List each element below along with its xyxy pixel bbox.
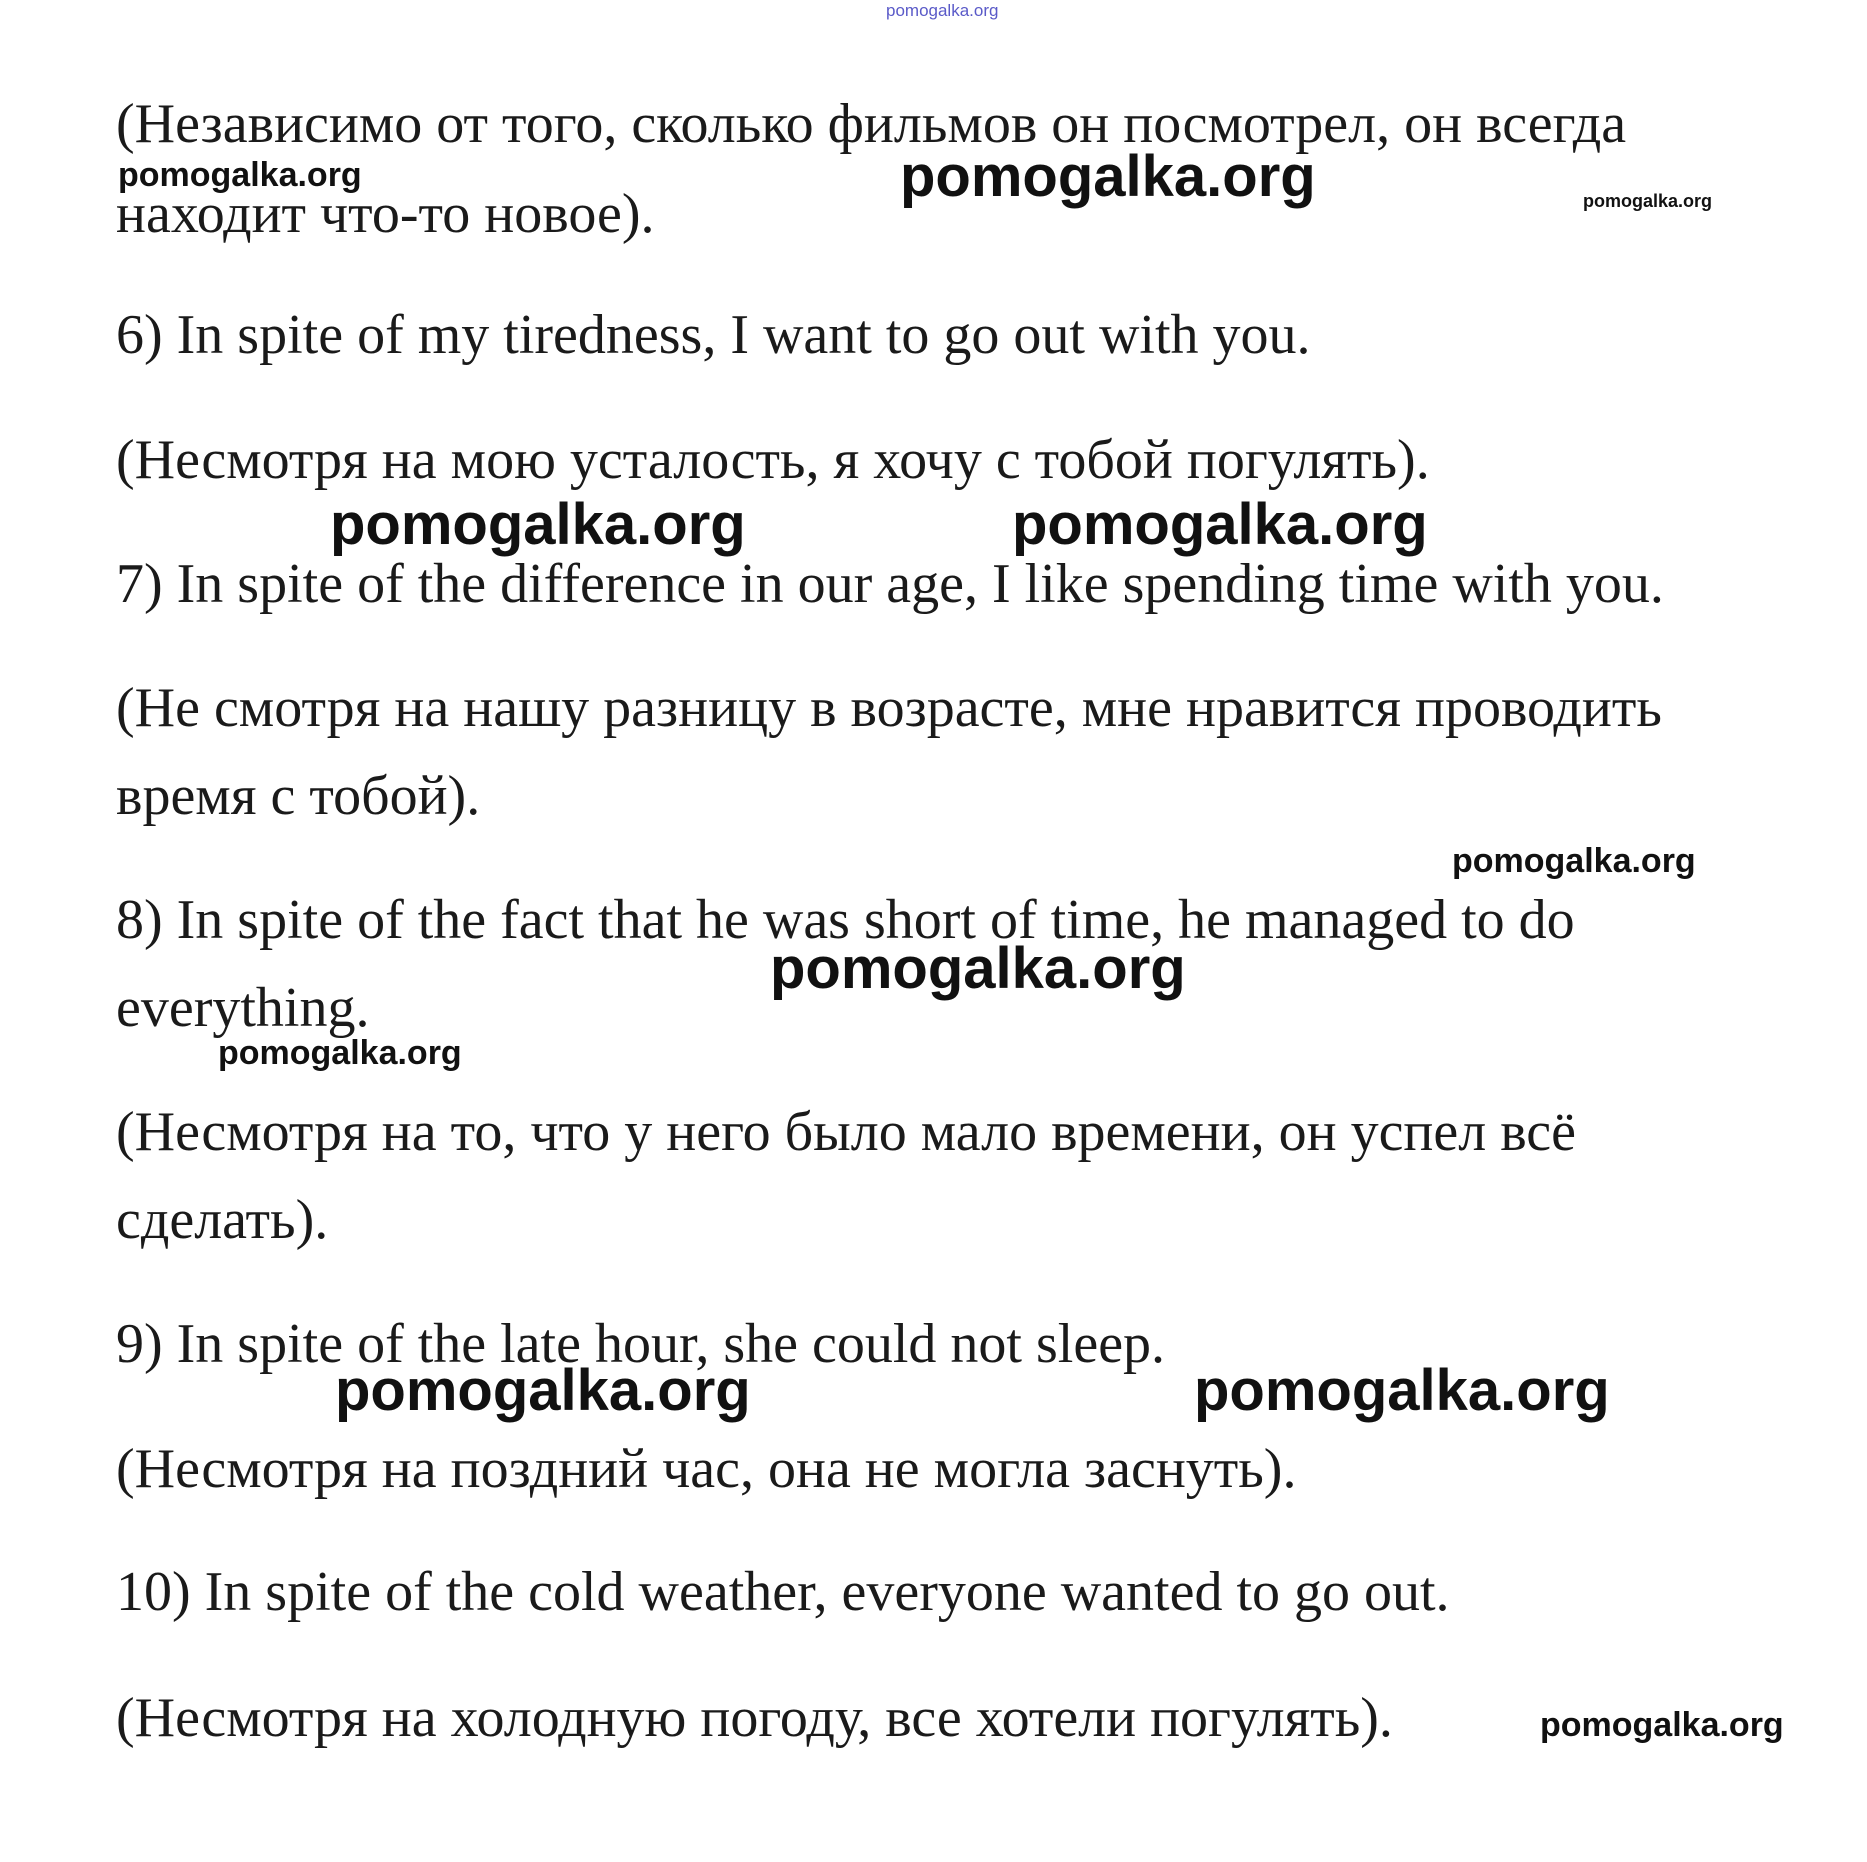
- paragraph-8-ru-line-1: (Несмотря на то, что у него было мало времени, он успел всё: [116, 1101, 1577, 1163]
- paragraph-5-ru-line-1: (Независимо от того, сколько фильмов он посмотрел, он всегда: [116, 93, 1627, 155]
- watermark: pomogalka.org: [118, 156, 362, 194]
- paragraph-10-en: 10) In spite of the cold weather, everyone wanted to go out.: [116, 1561, 1450, 1623]
- watermark-top: pomogalka.org: [886, 1, 999, 20]
- paragraph-6-en: 6) In spite of my tiredness, I want to go out with you.: [116, 304, 1311, 366]
- paragraph-7-ru-line-1: (Не смотря на нашу разницу в возрасте, мне нравится проводить: [116, 677, 1662, 739]
- watermark: pomogalka.org: [1194, 1358, 1610, 1423]
- paragraph-10-ru: (Несмотря на холодную погоду, все хотели погулять).: [116, 1687, 1393, 1749]
- watermark: pomogalka.org: [335, 1358, 751, 1423]
- watermark: pomogalka.org: [1452, 842, 1696, 880]
- watermark: pomogalka.org: [330, 492, 746, 557]
- watermark: pomogalka.org: [1583, 191, 1713, 211]
- watermark: pomogalka.org: [1540, 1706, 1784, 1744]
- paragraph-8-ru-line-2: сделать).: [116, 1189, 329, 1251]
- paragraph-9-ru: (Несмотря на поздний час, она не могла заснуть).: [116, 1438, 1297, 1500]
- paragraph-7-en: 7) In spite of the difference in our age, I like spending time with you.: [116, 553, 1664, 615]
- paragraph-8-en-line-1: 8) In spite of the fact that he was short of time, he managed to do: [116, 889, 1575, 951]
- watermark: pomogalka.org: [218, 1034, 462, 1072]
- paragraph-7-ru-line-2: время с тобой).: [116, 765, 481, 827]
- paragraph-8-en-line-2: everything.: [116, 977, 370, 1039]
- watermark: pomogalka.org: [1012, 492, 1428, 557]
- watermark: pomogalka.org: [900, 144, 1316, 209]
- paragraph-6-ru: (Несмотря на мою усталость, я хочу с тобой погулять).: [116, 429, 1430, 491]
- paragraph-9-en: 9) In spite of the late hour, she could not sleep.: [116, 1313, 1166, 1375]
- watermark: pomogalka.org: [770, 936, 1186, 1001]
- paragraph-5-ru-line-2: находит что-то новое).: [116, 183, 655, 245]
